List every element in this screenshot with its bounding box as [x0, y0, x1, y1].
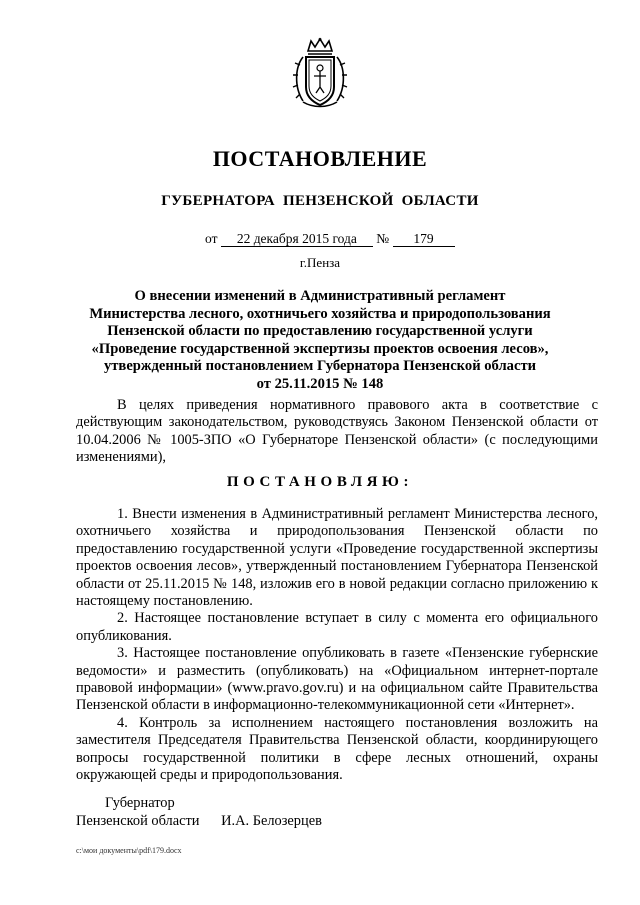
heading-line: О внесении изменений в Административный регламент — [134, 288, 506, 304]
document-number: 179 — [393, 231, 455, 247]
decree-item: 2. Настоящее постановление вступает в силу с момента его официального опубликования. — [76, 610, 598, 644]
date-number-line — [205, 231, 455, 247]
date-prefix: от — [205, 231, 218, 246]
file-path-footer: c:\мои документы\pdf\179.docx — [76, 846, 182, 855]
number-prefix: № — [376, 231, 390, 246]
document-date: 22 декабря 2015 года — [221, 231, 373, 247]
heading-line: Министерства лесного, охотничьего хозяйства и природопользования — [89, 305, 551, 322]
heading-line: от 25.11.2015 № 148 — [256, 375, 384, 392]
document-title: ПОСТАНОВЛЕНИЕ — [212, 146, 428, 171]
document-heading — [70, 288, 570, 394]
city: г.Пенза — [299, 255, 341, 270]
decree-item: 3. Настоящее постановление опубликовать в газете «Пензенские губернские ведомости» и разместить (опубликовать) на «Официальном интернет-портале правовой информации» (www.pravo.gov.ru) и на официальном сайте Правительства Пензенской области в информационно-телекоммуникационной сети «Интернет». — [76, 645, 598, 714]
signatory-role-line2: Пензенской области — [76, 813, 200, 829]
signature-block — [76, 794, 322, 830]
intro-paragraph — [76, 397, 598, 467]
decree-item: 1. Внести изменения в Административный регламент Министерства лесного, охотничьего хозяйства и природопользования Пензенской области по предоставлению государственной услуги «Проведение государственной экспертизы проектов освоения лесов», утвержденный постановлением Губернатора Пензенской области от 25.11.2015 № 148, изложив его в новой редакции согласно приложению к настоящему постановлению. — [76, 506, 598, 610]
intro-text: В целях приведения нормативного правового акта в соответствие с действующим законодательством, руководствуясь Законом Пензенской области от 10.04.2006 № 1005-ЗПО «О Губернаторе Пензенской области» (с последующими изменениями), — [76, 397, 598, 466]
heading-line: утвержденный постановлением Губернатора Пензенской области — [103, 358, 537, 375]
heading-line: Пензенской области по предоставлению государственной услуги — [107, 323, 533, 340]
signatory-name: И.А. Белозерцев — [221, 813, 322, 829]
coat-of-arms-icon — [291, 37, 349, 109]
decree-items — [76, 506, 598, 785]
heading-line: «Проведение государственной экспертизы проектов освоения лесов», — [91, 340, 549, 357]
document-issuer: ГУБЕРНАТОРА ПЕНЗЕНСКОЙ ОБЛАСТИ — [161, 193, 479, 209]
signatory-role-line1: Губернатор — [105, 795, 175, 811]
decree-item: 4. Контроль за исполнением настоящего постановления возложить на заместителя Председателя Правительства Пензенской области, координирующего вопросы государственной политики в сфере лесных отношений, охраны окружающей среды и природопользования. — [76, 714, 598, 784]
decree-word: ПОСТАНОВЛЯЮ: — [226, 474, 414, 490]
